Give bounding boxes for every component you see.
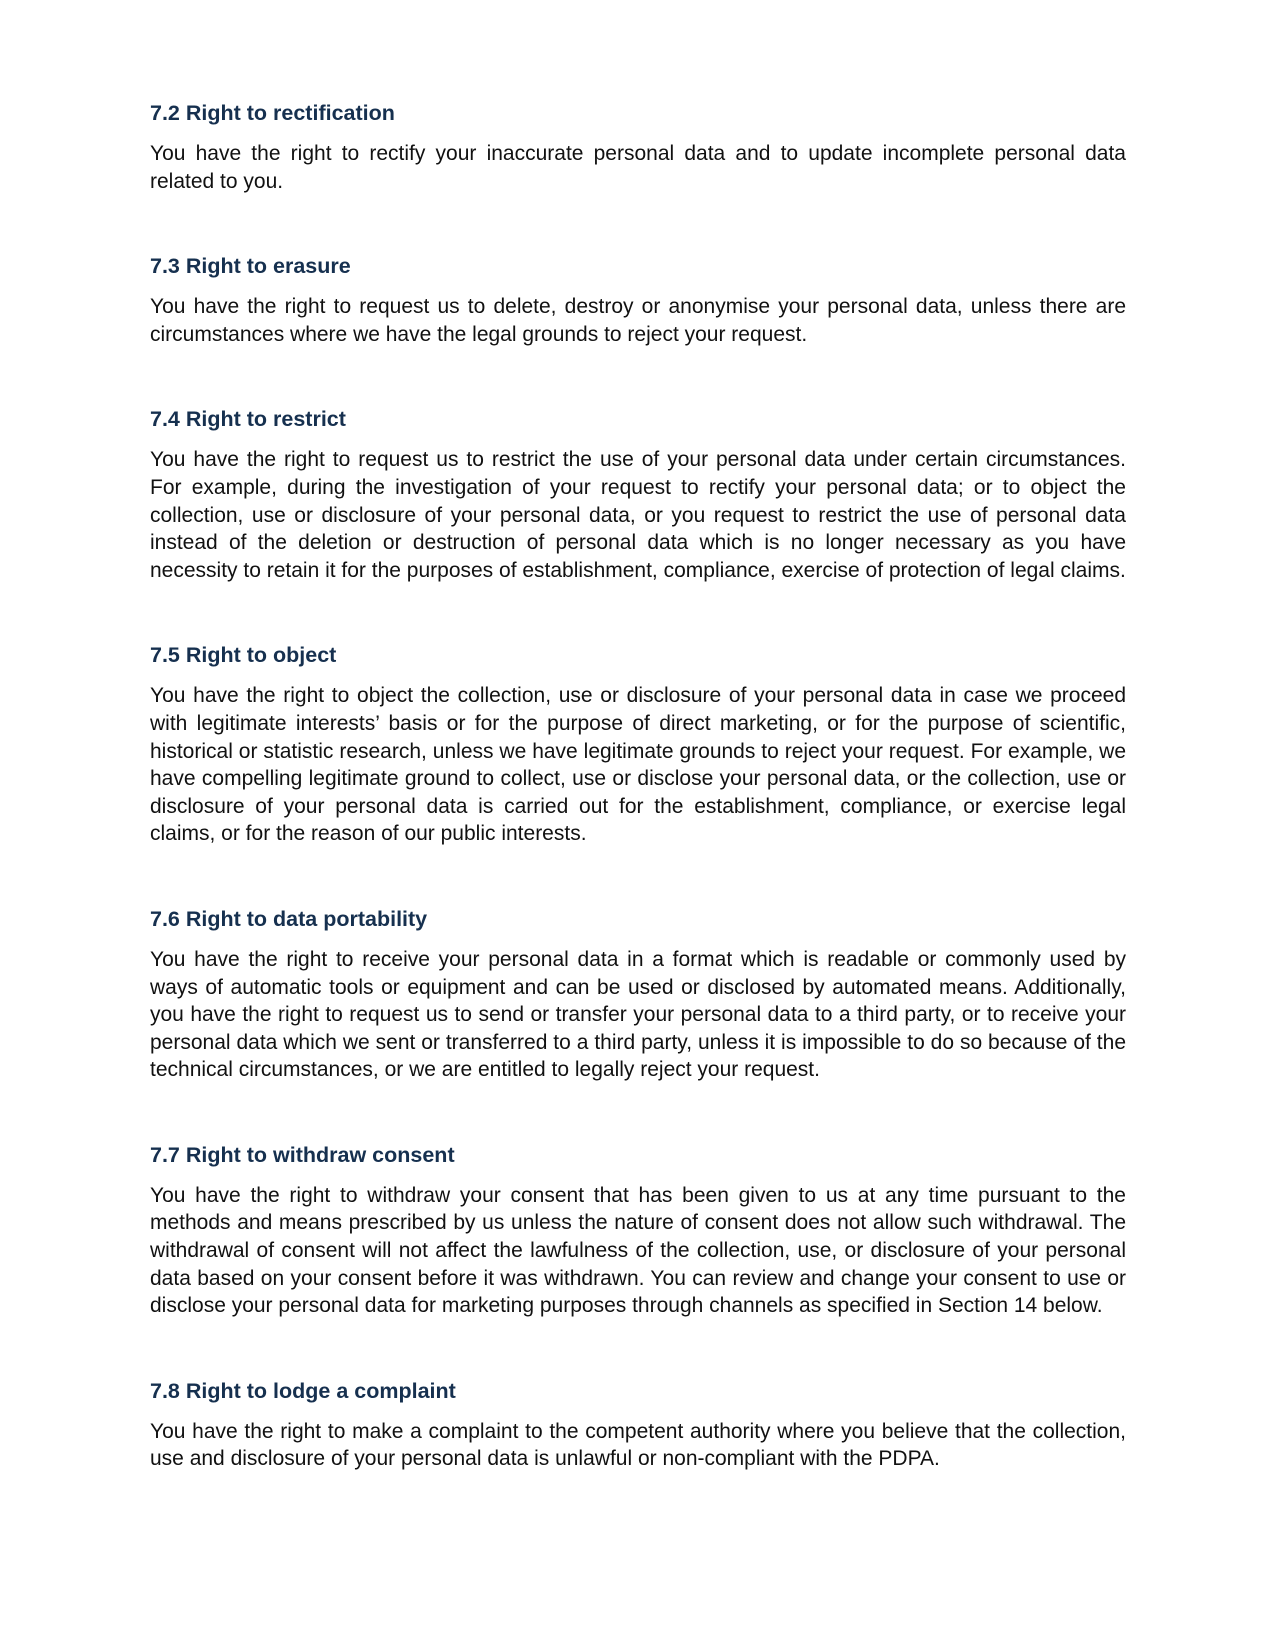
- section-heading: 7.6 Right to data portability: [150, 906, 428, 931]
- section-body: You have the right to request us to delete, destroy or anonymise your personal data, unless there are circumstances where we have the legal grounds to reject your request.: [150, 295, 1126, 346]
- section-right-to-object: [150, 639, 1126, 848]
- section-right-to-erasure: [150, 250, 1126, 348]
- section-heading: 7.2 Right to rectification: [150, 101, 395, 125]
- section-right-to-withdraw-consent: [150, 1139, 1126, 1320]
- section-body: You have the right to rectify your inaccurate personal data and to update incomplete personal data related to you.: [150, 142, 1126, 193]
- section-body: You have the right to receive your personal data in a format which is readable or commonly used by ways of automatic tools or equipment and can be used or disclosed by automated means. Additionally, you have the right to request us to send or transfer your personal data to a third party, or to receive your personal data which we sent or transferred to a third party, unless it is impossible to do so because of the technical circumstances, or we are entitled to legally reject your request.: [150, 947, 1126, 1082]
- section-right-to-lodge-complaint: [150, 1375, 1126, 1473]
- section-heading: 7.7 Right to withdraw consent: [150, 1142, 455, 1167]
- section-heading: 7.8 Right to lodge a complaint: [150, 1378, 456, 1403]
- section-body: You have the right to request us to restrict the use of your personal data under certain circumstances. For example, during the investigation of your request to rectify your personal data; or to object the collection, use or disclosure of your personal data, or you request to restrict the use of personal data instead of the deletion or destruction of personal data which is no longer necessary as you have necessity to retain it for the purposes of establishment, compliance, exercise of protection of legal claims.: [150, 448, 1126, 582]
- section-body: You have the right to make a complaint to the competent authority where you believe that the collection, use and disclosure of your personal data is unlawful or non-compliant with the PDPA.: [150, 1419, 1126, 1471]
- section-heading: 7.5 Right to object: [150, 643, 337, 668]
- document-page: [150, 97, 1126, 1528]
- section-right-to-restrict: [150, 403, 1126, 584]
- section-heading: 7.4 Right to restrict: [150, 407, 346, 432]
- section-right-to-rectification: [150, 97, 1126, 195]
- section-heading: 7.3 Right to erasure: [150, 254, 351, 279]
- section-body: You have the right to withdraw your consent that has been given to us at any time pursuant to the methods and means prescribed by us unless the nature of consent does not allow such withdrawal. The withdrawal of consent will not affect the lawfulness of the collection, use, or disclosure of your personal data based on your consent before it was withdrawn. You can review and change your consent to use or disclose your personal data for marketing purposes through channels as specified in Section 14 below.: [150, 1183, 1126, 1318]
- section-right-to-data-portability: [150, 903, 1126, 1084]
- section-body: You have the right to object the collection, use or disclosure of your personal data in case we proceed with legitimate interests’ basis or for the purpose of direct marketing, or for the purpose of scientific, historical or statistic research, unless we have legitimate grounds to reject your request. For example, we have compelling legitimate ground to collect, use or disclose your personal data, or the collection, use or disclosure of your personal data is carried out for the establishment, compliance, or exercise legal claims, or for the reason of our public interests.: [150, 684, 1126, 846]
